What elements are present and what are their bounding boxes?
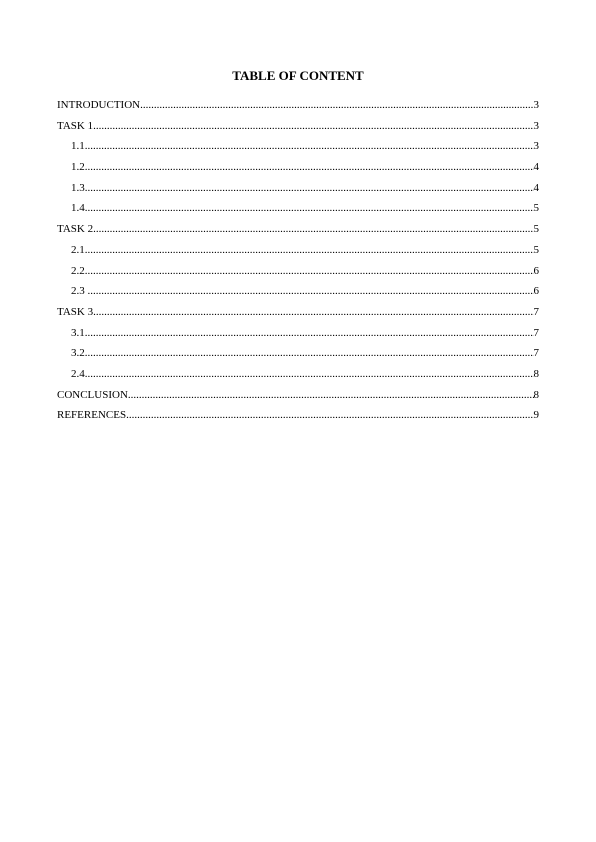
toc-page-number: 7 (533, 305, 539, 318)
toc-dot-leader (85, 201, 534, 215)
toc-page-number: 8 (533, 367, 539, 380)
toc-entry-label: TASK 1 (57, 119, 94, 132)
toc-page-number: 7 (533, 326, 539, 339)
toc-entry-label: 1.1 (71, 140, 85, 153)
toc-entry-2-3[interactable] (57, 284, 539, 305)
toc-dot-leader (93, 119, 533, 133)
toc-dot-leader (85, 346, 534, 360)
toc-dot-leader (85, 326, 534, 340)
toc-entry-3-1[interactable] (57, 326, 539, 347)
toc-page-number: 9 (533, 409, 539, 422)
toc-entry-label: INTRODUCTION (57, 99, 141, 111)
toc-page-number: 4 (533, 181, 539, 194)
toc-dot-leader (85, 243, 534, 257)
toc-title: TABLE OF CONTENT (232, 68, 364, 83)
toc-dot-leader (140, 98, 533, 112)
toc-page-number: 3 (533, 99, 539, 111)
toc-entry-label: 1.2 (71, 161, 85, 174)
toc-entry-references[interactable] (57, 408, 539, 429)
toc-dot-leader (85, 264, 534, 278)
toc-entry-label: 2.2 (71, 264, 85, 277)
toc-dot-leader (85, 181, 534, 195)
toc-page-number: 3 (533, 140, 539, 153)
toc-entry-task-1[interactable] (57, 119, 539, 140)
toc-dot-leader (88, 284, 534, 298)
toc-page-number: 7 (533, 347, 539, 360)
table-of-contents (57, 98, 539, 429)
toc-dot-leader (93, 222, 533, 236)
toc-dot-leader (93, 305, 533, 319)
toc-entry-label: REFERENCES (57, 409, 127, 422)
toc-dot-leader (85, 367, 534, 381)
toc-entry-task-3[interactable] (57, 305, 539, 326)
toc-entry-label: TASK 3 (57, 305, 94, 318)
toc-entry-task-2[interactable] (57, 222, 539, 243)
toc-entry-label: 2.1 (71, 243, 85, 256)
toc-entry-label: TASK 2 (57, 223, 94, 236)
toc-entry-1-3[interactable] (57, 181, 539, 202)
toc-entry-1-1[interactable] (57, 139, 539, 160)
toc-entry-1-4[interactable] (57, 201, 539, 222)
toc-page-number: 4 (533, 161, 539, 174)
toc-dot-leader (85, 139, 534, 153)
toc-entry-label: 2.4 (71, 367, 85, 380)
toc-page-number: 5 (533, 223, 539, 236)
toc-entry-label: 1.4 (71, 202, 85, 215)
toc-entry-2-4[interactable] (57, 367, 539, 388)
toc-entry-label: 3.2 (71, 347, 85, 360)
toc-entry-2-2[interactable] (57, 264, 539, 285)
toc-entry-2-1[interactable] (57, 243, 539, 264)
toc-dot-leader (85, 160, 534, 174)
toc-entry-conclusion[interactable] (57, 388, 539, 409)
toc-page-number: 5 (533, 243, 539, 256)
toc-dot-leader (128, 388, 534, 402)
toc-page-number: 6 (533, 285, 539, 298)
toc-page-number: 6 (533, 264, 539, 277)
toc-page-number: 3 (533, 119, 539, 132)
toc-page-number: 8 (533, 388, 539, 401)
toc-entry-label: 2.3 (71, 285, 88, 298)
toc-entry-1-2[interactable] (57, 160, 539, 181)
toc-entry-label: CONCLUSION (57, 388, 128, 401)
toc-entry-introduction[interactable] (57, 98, 539, 119)
toc-entry-label: 1.3 (71, 181, 85, 194)
toc-page-number: 5 (533, 202, 539, 215)
toc-entry-3-2[interactable] (57, 346, 539, 367)
toc-entry-label: 3.1 (71, 326, 85, 339)
toc-dot-leader (126, 408, 533, 422)
